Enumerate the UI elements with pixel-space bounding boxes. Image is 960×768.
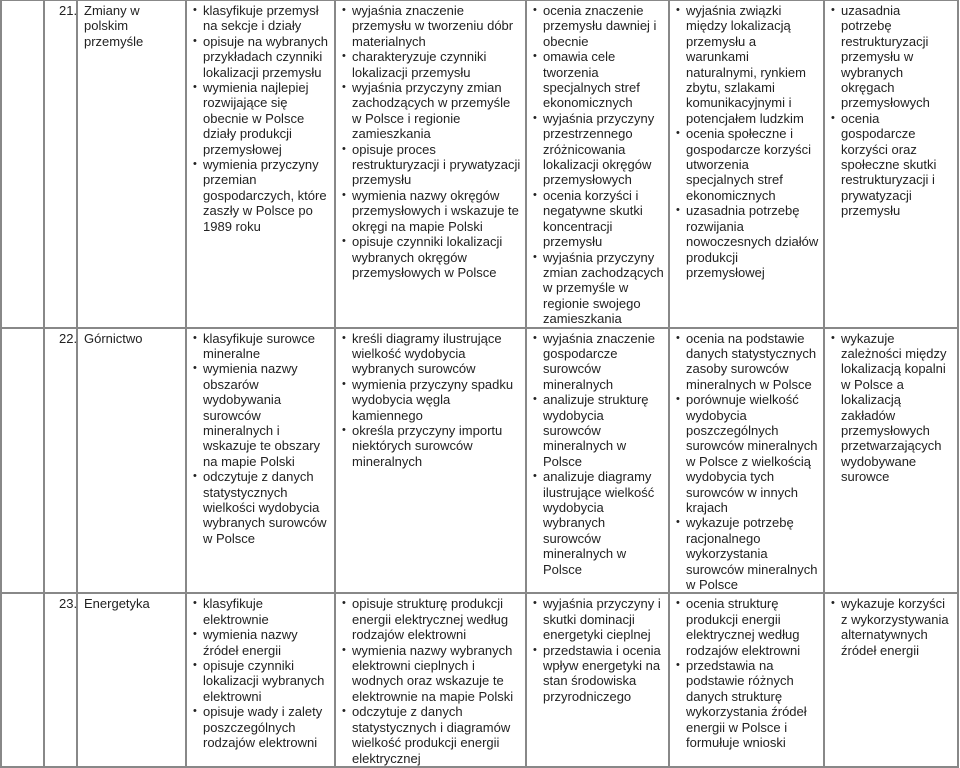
requirements-list <box>533 3 664 327</box>
list-item: • wykazuje korzyści z wykorzystywania alternatywnych źródeł energii <box>831 596 953 658</box>
requirements-cell <box>335 593 526 766</box>
list-item: • opisuje strukturę produkcji energii elektrycznej według rodzajów elektrowni <box>342 596 521 642</box>
list-item: • opisuje czynniki lokalizacji wybranych elektrowni <box>193 658 330 704</box>
requirements-list <box>831 331 953 485</box>
requirements-cell <box>526 328 669 594</box>
list-item: • wymienia nazwy obszarów wydobywania surowców mineralnych i wskazuje te obszary na mapie Polski <box>193 361 330 469</box>
requirements-list <box>193 596 330 750</box>
requirements-list <box>676 331 819 593</box>
list-item: • przedstawia na podstawie różnych danych strukturę wykorzystania źródeł energii w Polsce i formułuje wnioski <box>676 658 819 750</box>
requirements-cell <box>186 593 335 766</box>
requirements-cell <box>186 0 335 328</box>
lesson-topic: Zmiany w polskim przemyśle <box>77 0 186 328</box>
requirements-list <box>533 596 664 704</box>
list-item: • wymienia nazwy wybranych elektrowni cieplnych i wodnych oraz wskazuje te elektrownie na mapie Polski <box>342 643 521 705</box>
list-item: • klasyfikuje elektrownie <box>193 596 330 627</box>
requirements-list <box>342 331 521 470</box>
list-item: • wyjaśnia przyczyny zmian zachodzących w przemyśle w Polsce i regionie zamieszkania <box>342 80 521 142</box>
requirements-list <box>533 331 664 578</box>
list-item: • ocenia na podstawie danych statystycznych zasoby surowców mineralnych w Polsce <box>676 331 819 393</box>
list-item: • ocenia strukturę produkcji energii elektrycznej według rodzajów elektrowni <box>676 596 819 658</box>
list-item: • wymienia przyczyny spadku wydobycia węgla kamiennego <box>342 377 521 423</box>
list-item: • przedstawia i ocenia wpływ energetyki na stan środowiska przyrodniczego <box>533 643 664 705</box>
list-item: • omawia cele tworzenia specjalnych stref ekonomicznych <box>533 49 664 111</box>
empty-cell <box>1 328 44 594</box>
table-row <box>1 328 958 594</box>
list-item: • określa przyczyny importu niektórych surowców mineralnych <box>342 423 521 469</box>
list-item: • wyjaśnia znaczenie gospodarcze surowców mineralnych <box>533 331 664 393</box>
lesson-number: 21. <box>44 0 77 328</box>
requirements-list <box>676 596 819 750</box>
lesson-topic: Energetyka <box>77 593 186 766</box>
table-row <box>1 0 958 328</box>
requirements-list <box>342 596 521 765</box>
requirements-list <box>193 331 330 547</box>
lesson-number: 22. <box>44 328 77 594</box>
list-item: • kreśli diagramy ilustrujące wielkość wydobycia wybranych surowców <box>342 331 521 377</box>
list-item: • opisuje na wybranych przykładach czynniki lokalizacji przemysłu <box>193 34 330 80</box>
requirements-list <box>831 3 953 219</box>
requirements-cell <box>669 0 824 328</box>
list-item: • wymienia nazwy źródeł energii <box>193 627 330 658</box>
list-item: • wyjaśnia związki między lokalizacją przemysłu a warunkami naturalnymi, rynkiem zbytu, szlakami komunikacyjnymi i potencjałem ludzkim <box>676 3 819 126</box>
requirements-list <box>676 3 819 280</box>
list-item: • analizuje strukturę wydobycia surowców mineralnych w Polsce <box>533 392 664 469</box>
list-item: • klasyfikuje przemysł na sekcje i działy <box>193 3 330 34</box>
list-item: • wyjaśnia znaczenie przemysłu w tworzeniu dóbr materialnych <box>342 3 521 49</box>
lesson-number: 23. <box>44 593 77 766</box>
list-item: • charakteryzuje czynniki lokalizacji przemysłu <box>342 49 521 80</box>
requirements-list <box>193 3 330 234</box>
list-item: • odczytuje z danych statystycznych wielkości wydobycia wybranych surowców w Polsce <box>193 469 330 546</box>
requirements-cell <box>669 593 824 766</box>
list-item: • uzasadnia potrzebę rozwijania nowoczesnych działów produkcji przemysłowej <box>676 203 819 280</box>
requirements-cell <box>186 328 335 594</box>
list-item: • porównuje wielkość wydobycia poszczególnych surowców mineralnych w Polsce z wielkością wydobycia tych surowców w innych krajach <box>676 392 819 515</box>
requirements-cell <box>526 593 669 766</box>
list-item: • wyjaśnia przyczyny zmian zachodzących w przemyśle w regionie swojego zamieszkania <box>533 250 664 327</box>
list-item: • wymienia przyczyny przemian gospodarczych, które zaszły w Polsce po 1989 roku <box>193 157 330 234</box>
requirements-list <box>831 596 953 658</box>
list-item: • wyjaśnia przyczyny i skutki dominacji energetyki cieplnej <box>533 596 664 642</box>
requirements-cell <box>335 328 526 594</box>
list-item: • ocenia gospodarcze korzyści oraz społeczne skutki restrukturyzacji i prywatyzacji przemysłu <box>831 111 953 219</box>
table-row <box>1 593 958 766</box>
list-item: • odczytuje z danych statystycznych i diagramów wielkość produkcji energii elektrycznej <box>342 704 521 766</box>
requirements-cell <box>824 0 958 328</box>
list-item: • ocenia korzyści i negatywne skutki koncentracji przemysłu <box>533 188 664 250</box>
list-item: • ocenia społeczne i gospodarcze korzyści utworzenia specjalnych stref ekonomicznych <box>676 126 819 203</box>
requirements-cell <box>824 593 958 766</box>
requirements-cell <box>824 328 958 594</box>
list-item: • opisuje proces restrukturyzacji i prywatyzacji przemysłu <box>342 142 521 188</box>
lesson-topic: Górnictwo <box>77 328 186 594</box>
list-item: • wykazuje zależności między lokalizacją kopalni w Polsce a lokalizacją zakładów przemysłowych przetwarzających wydobywane surowce <box>831 331 953 485</box>
requirements-cell <box>526 0 669 328</box>
empty-cell <box>1 0 44 328</box>
list-item: • wymienia nazwy okręgów przemysłowych i wskazuje te okręgi na mapie Polski <box>342 188 521 234</box>
requirements-list <box>342 3 521 280</box>
list-item: • analizuje diagramy ilustrujące wielkość wydobycia wybranych surowców mineralnych w Polsce <box>533 469 664 577</box>
list-item: • wyjaśnia przyczyny przestrzennego zróżnicowania lokalizacji okręgów przemysłowych <box>533 111 664 188</box>
empty-cell <box>1 593 44 766</box>
requirements-cell <box>335 0 526 328</box>
list-item: • uzasadnia potrzebę restrukturyzacji przemysłu w wybranych okręgach przemysłowych <box>831 3 953 111</box>
list-item: • wykazuje potrzebę racjonalnego wykorzystania surowców mineralnych w Polsce <box>676 515 819 592</box>
requirements-cell <box>669 328 824 594</box>
list-item: • opisuje czynniki lokalizacji wybranych okręgów przemysłowych w Polsce <box>342 234 521 280</box>
list-item: • ocenia znaczenie przemysłu dawniej i obecnie <box>533 3 664 49</box>
list-item: • klasyfikuje surowce mineralne <box>193 331 330 362</box>
list-item: • opisuje wady i zalety poszczególnych rodzajów elektrowni <box>193 704 330 750</box>
list-item: • wymienia najlepiej rozwijające się obecnie w Polsce działy produkcji przemysłowej <box>193 80 330 157</box>
